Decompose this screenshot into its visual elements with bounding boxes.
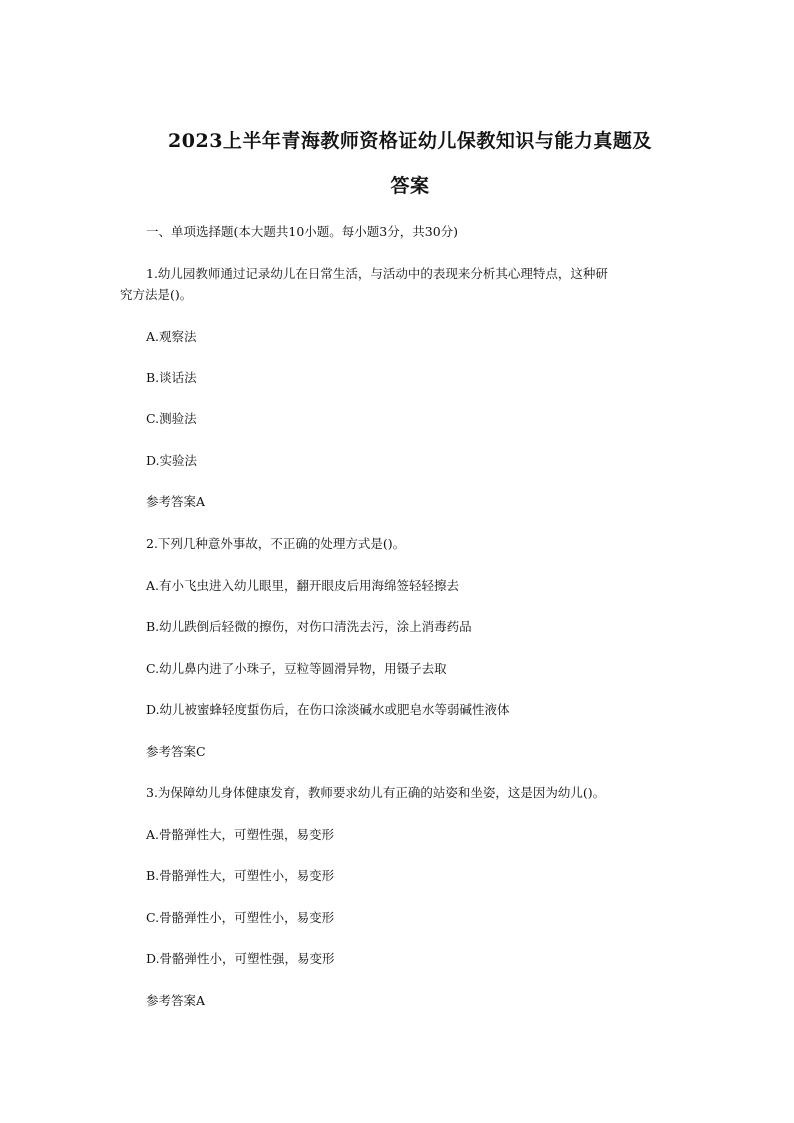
- question-3-option-b: B.骨骼弹性大，可塑性小，易变形: [146, 868, 335, 883]
- question-1-option-c: C.测验法: [146, 411, 197, 426]
- question-3-option-d: D.骨骼弹性小，可塑性强，易变形: [146, 951, 335, 966]
- question-1-option-d: D.实验法: [146, 453, 198, 468]
- question-2-option-c: C.幼儿鼻内进了小珠子，豆粒等圆滑异物，用镊子去取: [146, 661, 447, 676]
- question-1-option-b: B.谈话法: [146, 370, 197, 385]
- question-1-answer: 参考答案A: [146, 494, 206, 509]
- question-1-option-a: A.观察法: [146, 329, 197, 344]
- document-title-line-1: 2023上半年青海教师资格证幼儿保教知识与能力真题及: [168, 130, 652, 152]
- question-3-option-c: C.骨骼弹性小，可塑性小，易变形: [146, 910, 335, 925]
- question-3-answer: 参考答案A: [146, 993, 206, 1008]
- document-title-line-2: 答案: [390, 175, 430, 197]
- question-2-option-b: B.幼儿跌倒后轻微的擦伤，对伤口清洗去污，涂上消毒药品: [146, 619, 472, 634]
- question-3-stem: 3.为保障幼儿身体健康发育，教师要求幼儿有正确的站姿和坐姿，这是因为幼儿()。: [146, 785, 606, 800]
- question-2-option-d: D.幼儿被蜜蜂轻度蜇伤后，在伤口涂淡碱水或肥皂水等弱碱性液体: [146, 702, 510, 717]
- question-2-stem: 2.下列几种意外事故，不正确的处理方式是()。: [146, 536, 406, 551]
- section-heading: 一、单项选择题(本大题共10小题。每小题3分，共30分): [146, 224, 459, 239]
- question-2-option-a: A.有小飞虫进入幼儿眼里，翻开眼皮后用海绵签轻轻擦去: [146, 578, 460, 593]
- question-1-stem-line-2: 究方法是()。: [120, 287, 193, 302]
- question-3-option-a: A.骨骼弹性大，可塑性强，易变形: [146, 827, 335, 842]
- question-2-answer: 参考答案C: [146, 744, 206, 759]
- question-1-stem-line-1: 1.幼儿园教师通过记录幼儿在日常生活，与活动中的表现来分析其心理特点，这种研: [146, 266, 608, 281]
